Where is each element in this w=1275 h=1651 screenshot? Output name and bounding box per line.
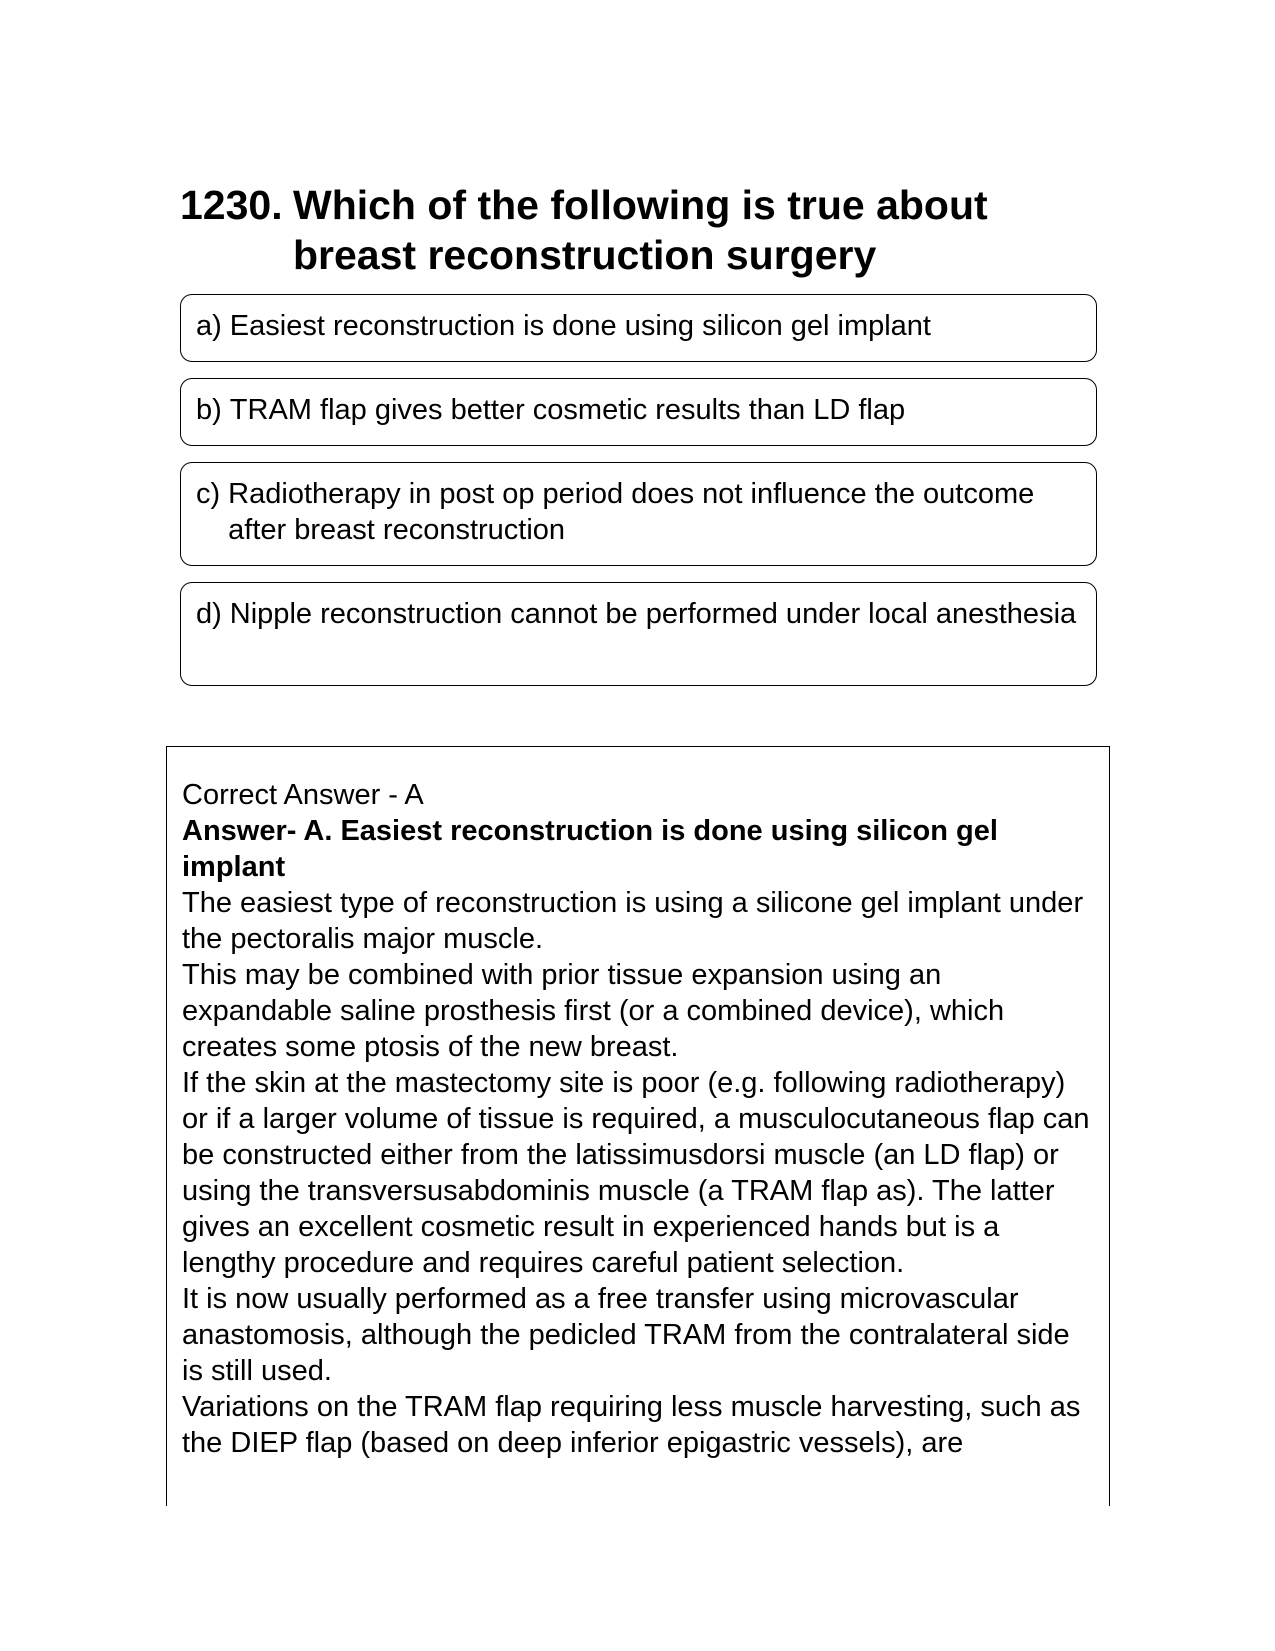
- question-text: Which of the following is true about breast reconstruction surgery: [293, 182, 988, 278]
- option-a-text: Easiest reconstruction is done using silicon gel implant: [229, 310, 931, 342]
- option-c-text: Radiotherapy in post op period does not influence the outcome after breast reconstruction: [228, 478, 1035, 546]
- option-b-text: TRAM flap gives better cosmetic results than LD flap: [229, 394, 906, 426]
- option-b-letter: b): [196, 394, 222, 426]
- explanation-paragraph-1: The easiest type of reconstruction is using a silicone gel implant under the pectoralis major muscle.: [182, 887, 1084, 955]
- question-number: 1230.: [180, 182, 283, 228]
- explanation-paragraph-2: This may be combined with prior tissue expansion using an expandable saline prosthesis first (or a combined device), which creates some ptosis of the new breast.: [182, 959, 1005, 1063]
- option-d-text: Nipple reconstruction cannot be performed under local anesthesia: [229, 598, 1077, 630]
- correct-answer-line: Correct Answer - A: [182, 779, 424, 811]
- option-c[interactable]: [180, 462, 1097, 566]
- explanation-paragraph-4: It is now usually performed as a free transfer using microvascular anastomosis, although the pedicled TRAM from the contralateral side is still used.: [182, 1283, 1070, 1387]
- explanation-paragraph-5: Variations on the TRAM flap requiring less muscle harvesting, such as the DIEP flap (based on deep inferior epigastric vessels), are: [182, 1391, 1081, 1459]
- option-a[interactable]: [180, 294, 1097, 362]
- explanation-paragraph-3: If the skin at the mastectomy site is poor (e.g. following radiotherapy) or if a larger volume of tissue is required, a musculocutaneous flap can be constructed either from the latissimusdorsi muscle (an LD flap) or using the transversusabdominis muscle (a TRAM flap as). The latter gives an excellent cosmetic result in experienced hands but is a lengthy procedure and requires careful patient selection.: [182, 1067, 1090, 1279]
- option-d-letter: d): [196, 598, 222, 630]
- answer-explanation-box: [166, 746, 1110, 1506]
- question-heading: [180, 180, 1100, 280]
- option-d[interactable]: [180, 582, 1097, 686]
- option-a-letter: a): [196, 310, 222, 342]
- answer-heading: Answer- A. Easiest reconstruction is done using silicon gel implant: [182, 815, 998, 883]
- option-c-letter: c): [196, 478, 221, 510]
- option-b[interactable]: [180, 378, 1097, 446]
